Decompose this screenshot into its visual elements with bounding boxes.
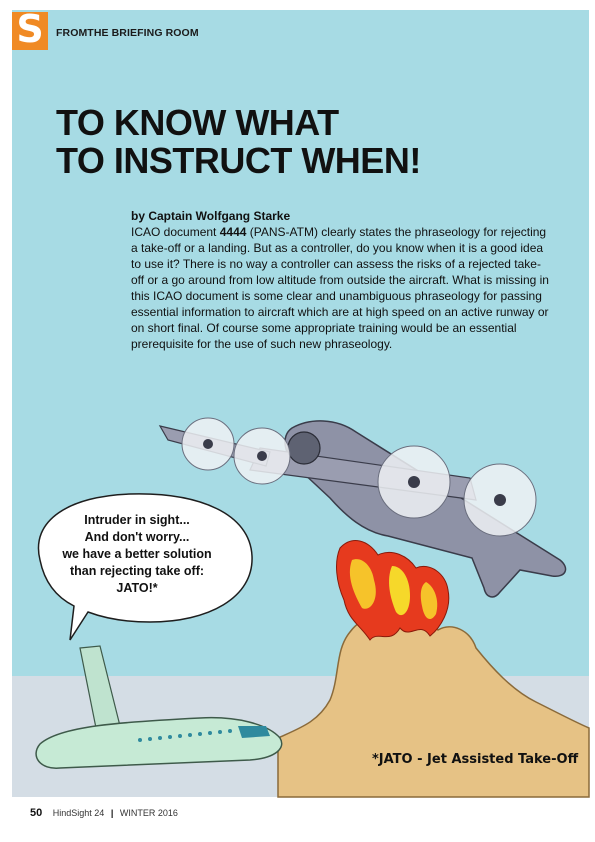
title-line-1: TO KNOW WHAT bbox=[56, 102, 339, 143]
body-start: ICAO document bbox=[131, 225, 220, 239]
byline: by Captain Wolfgang Starke bbox=[131, 209, 291, 223]
body-rest: (PANS-ATM) clearly states the phraseology for rejecting a take-off or a landing. But as a controller, do you know when it is a good idea to use it? There is no way a controller can assess the risks of a rejected take-off or a go around from low altitude from outside the aircraft. What is missing in this ICAO document is some clear and unambiguous phraseology for passing essential information to aircraft which are at high speed on an active runway or on short final. Of course some appropriate training would be an essential prerequisite for the use of such new phraseology. bbox=[131, 225, 549, 351]
page-number: 50 bbox=[30, 807, 43, 819]
speech-line-1: Intruder in sight... bbox=[84, 513, 190, 527]
issue-label: WINTER 2016 bbox=[119, 808, 178, 818]
jato-footnote: *JATO - Jet Assisted Take-Off bbox=[372, 752, 579, 767]
small-jet-fin bbox=[80, 646, 120, 728]
small-jet-fuselage bbox=[36, 718, 282, 768]
title-line-2: TO INSTRUCT WHEN! bbox=[56, 140, 421, 181]
logo-letter: S bbox=[16, 7, 44, 51]
publication-name: HindSight 24 bbox=[52, 808, 105, 818]
sand-mound bbox=[278, 614, 589, 797]
section-label: FROMTHE BRIEFING ROOM bbox=[56, 27, 199, 39]
speech-line-2: And don't worry... bbox=[84, 530, 190, 544]
speech-bubble-text bbox=[30, 512, 244, 597]
speech-line-3: we have a better solution bbox=[62, 547, 212, 561]
speech-line-4: than rejecting take off: bbox=[69, 564, 205, 578]
body-doc-number: 4444 bbox=[219, 225, 247, 239]
page-footer bbox=[30, 807, 178, 819]
footer-separator: | bbox=[110, 808, 114, 818]
speech-line-5: JATO!* bbox=[116, 581, 158, 595]
